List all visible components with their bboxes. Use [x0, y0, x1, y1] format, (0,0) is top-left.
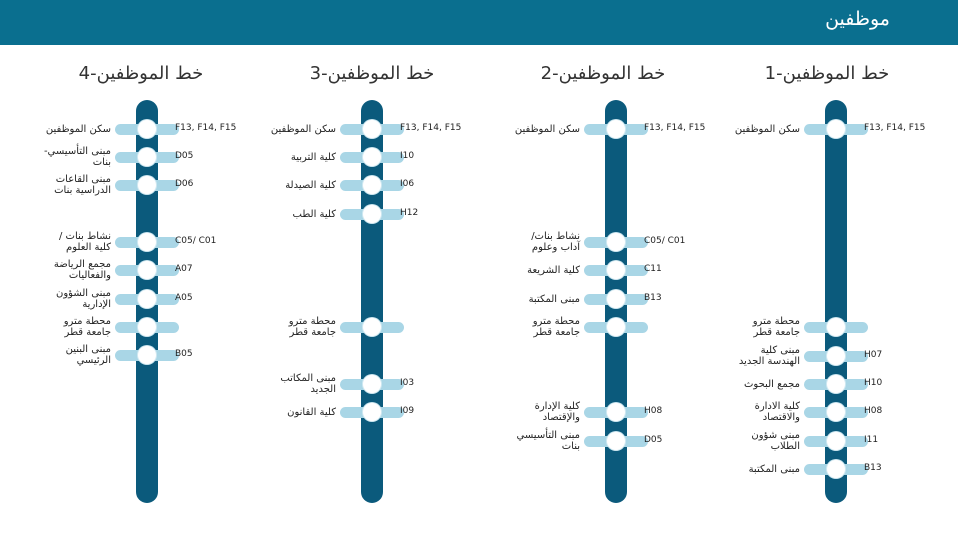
stop-name: مجمع الرياضة والفعاليات	[53, 259, 111, 281]
stop-dot[interactable]	[827, 347, 845, 365]
building-code: D06	[175, 179, 194, 189]
stop-dot[interactable]	[827, 460, 845, 478]
stop-name: كلية القانون	[287, 406, 336, 418]
stop-name: كلية الصيدلة	[285, 179, 336, 191]
stop-name: مبنى التأسيسي بنات	[516, 430, 580, 452]
stop-name: مبنى البنين الرئيسي	[65, 344, 111, 366]
stop-name: مبنى شؤون الطلاب	[751, 430, 800, 452]
building-code: F13, F14, F15	[644, 123, 706, 133]
line-title: خط الموظفين-4	[78, 63, 204, 84]
stop-name: محطة مترو جامعة قطر	[752, 316, 800, 338]
building-code: F13, F14, F15	[400, 123, 462, 133]
building-code: B13	[644, 293, 662, 303]
building-code: H08	[644, 406, 663, 416]
line-title: خط الموظفين-3	[309, 63, 435, 84]
building-code: B05	[175, 349, 193, 359]
stop-name: سكن الموظفين	[270, 123, 336, 135]
building-code: H12	[400, 208, 419, 218]
building-code: H10	[864, 378, 883, 388]
stop-name: مبنى القاعات الدراسية بنات	[54, 174, 111, 196]
building-code: I11	[864, 435, 879, 445]
building-code: H07	[864, 350, 883, 360]
page-title: موظفين	[825, 8, 890, 30]
stop-dot[interactable]	[827, 403, 845, 421]
stop-dot[interactable]	[827, 318, 845, 336]
stop-name: محطة مترو جامعة قطر	[288, 316, 336, 338]
stop-name: سكن الموظفين	[734, 123, 800, 135]
building-code: I09	[400, 406, 415, 416]
building-code: H08	[864, 406, 883, 416]
building-code: I06	[400, 179, 415, 189]
building-code: A07	[175, 264, 193, 274]
stop-name: كلية الإدارة والإقتصاد	[534, 401, 580, 423]
stop-name: مبنى التأسيسي- بنات	[43, 146, 111, 168]
building-code: F13, F14, F15	[175, 123, 237, 133]
stop-dot[interactable]	[827, 375, 845, 393]
building-code: F13, F14, F15	[864, 123, 926, 133]
building-code: I03	[400, 378, 415, 388]
stop-dot[interactable]	[827, 432, 845, 450]
stop-name: مبنى المكتبة	[748, 463, 800, 475]
stop-name: نشاط بنات/ آداب وعلوم	[531, 231, 580, 253]
stop-dot[interactable]	[827, 120, 845, 138]
stop-name: سكن الموظفين	[45, 123, 111, 135]
building-code: C05/ C01	[175, 236, 217, 246]
stop-name: كلية التربية	[290, 151, 336, 163]
building-code: I10	[400, 151, 415, 161]
stop-name: نشاط بنات / كلية العلوم	[59, 231, 111, 253]
stop-name: كلية الادارة والاقتصاد	[754, 401, 800, 423]
stop-name: كلية الشريعة	[527, 264, 580, 276]
stop-name: سكن الموظفين	[514, 123, 580, 135]
stop-name: مبنى المكاتب الجديد	[280, 373, 336, 395]
line-title: خط الموظفين-2	[540, 63, 666, 84]
stop-name: محطة مترو جامعة قطر	[63, 316, 111, 338]
building-code: D05	[175, 151, 194, 161]
stop-name: مبنى الشؤون الإدارية	[56, 288, 111, 310]
building-code: C11	[644, 264, 662, 274]
stop-name: كلية الطب	[292, 208, 336, 220]
stop-name: مبنى كلية الهندسة الجديد	[738, 345, 800, 367]
building-code: A05	[175, 293, 193, 303]
building-code: B13	[864, 463, 882, 473]
building-code: C05/ C01	[644, 236, 686, 246]
stop-name: محطة مترو جامعة قطر	[532, 316, 580, 338]
stop-name: مجمع البحوث	[744, 378, 800, 390]
line-title: خط الموظفين-1	[764, 63, 890, 84]
stop-name: مبنى المكتبة	[528, 293, 580, 305]
building-code: D05	[644, 435, 663, 445]
